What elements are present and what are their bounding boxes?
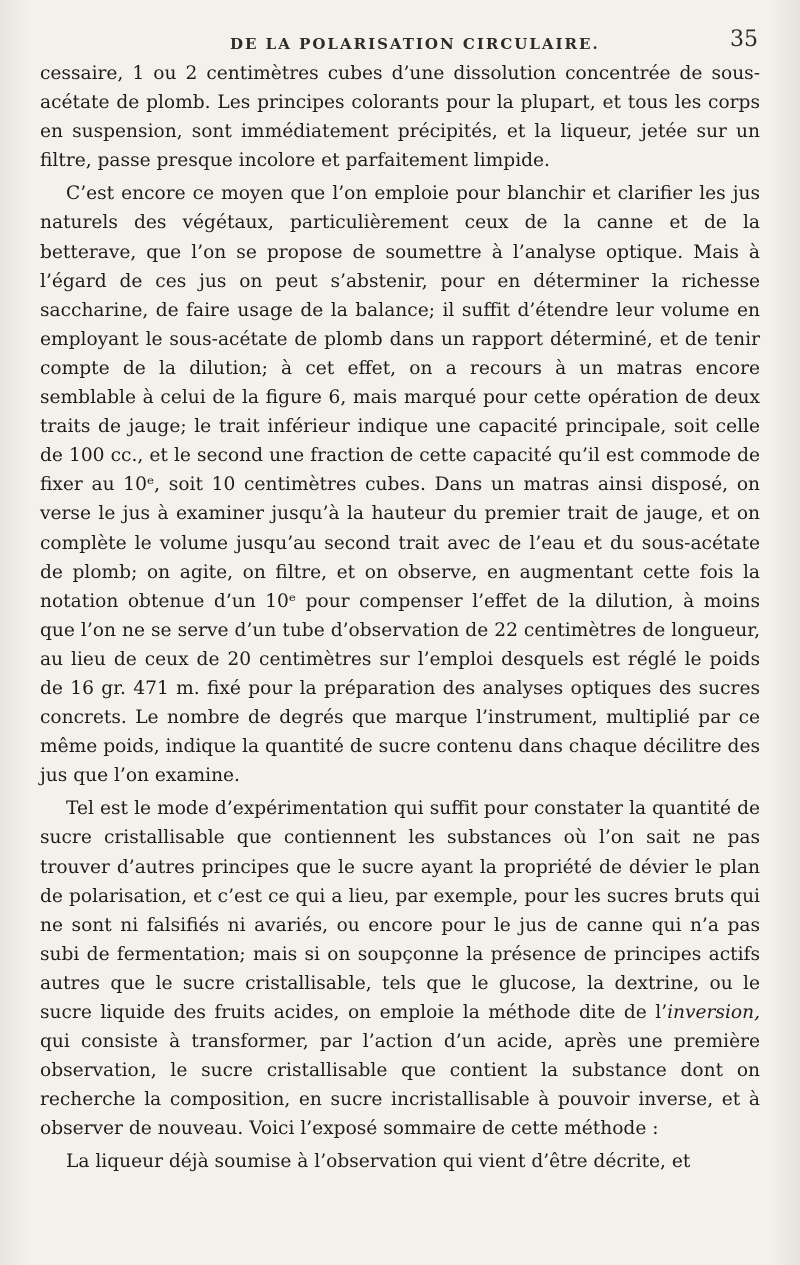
body-text [40,59,760,1177]
running-title: DE LA POLARISATION CIRCULAIRE. [230,35,600,53]
paragraph [40,1147,760,1176]
paragraph-text: cessaire, 1 ou 2 centimètres cubes d’une dissolution concentrée de sous-acétate de plomb. Les principes colorants pour la plupart, et tous les corps en suspension, sont immédiatement précipités, et la liqueur, jetée sur un filtre, passe presque incolore et parfaitement limpide. [40,63,760,172]
paragraph-text: C’est encore ce moyen que l’on emploie pour blanchir et clarifier les jus naturels des végétaux, particulièrement ceux de la canne et de la betterave, que l’on se propose de soumettre à l’analyse optique. Mais à l’égard de ces jus on peut s’abstenir, pour en déterminer la richesse saccharine, de faire usage de la balance; il suffit d’étendre leur volume en employant le sous-acétate de plomb dans un rapport déterminé, et de tenir compte de la dilution; à cet effet, on a recours à un matras encore semblable à celui de la figure 6, mais marqué pour cette opération de deux traits de jauge; le trait inférieur indique une capacité principale, soit celle de 100 cc., et le second une fraction de cette capacité qu’il est commode de fixer au 10ᵉ, soit 10 centimètres cubes. Dans un matras ainsi disposé, on verse le jus à examiner jusqu’à la hauteur du premier trait de jauge, et on complète le volume jusqu’au second trait avec de l’eau et du sous-acétate de plomb; on agite, on filtre, et on observe, en augmentant cette fois la notation obtenue d’un 10ᵉ pour compenser l’effet de la dilution, à moins que l’on ne se serve d’un tube d’observation de 22 centimètres de longueur, au lieu de ceux de 20 centimètres sur l’emploi desquels est réglé le poids de 16 gr. 471 m. fixé pour la préparation des analyses optiques des sucres concrets. Le nombre de degrés que marque l’instrument, multiplié par ce même poids, indique la quantité de sucre contenu dans chaque décilitre des jus que l’on examine. [40,183,760,787]
paragraph-text: Tel est le mode d’expérimentation qui suffit pour constater la quantité de sucre cristallisable que contiennent les substances où l’on sait ne pas trouver d’autres principes que le sucre ayant la propriété de dévier le plan de polarisation, et c’est ce qui a lieu, par exemple, pour les sucres bruts qui ne sont ni falsifiés ni avariés, ou encore pour le jus de canne qui n’a pas subi de fermentation; mais si on soupçonne la présence de principes actifs autres que le sucre cristallisable, tels que le glucose, la dextrine, ou le sucre liquide des fruits acides, on emploie la méthode dite de l’ [40,798,760,1023]
page-number: 35 [730,27,758,52]
paragraph [40,179,760,790]
paragraph-continued [40,59,760,175]
page-header [40,27,760,55]
paragraph-text: qui consiste à transformer, par l’action d’un acide, après une première observation, le sucre cristallisable que contient la substance dont on recherche la composition, en sucre incristallisable à pouvoir inverse, et à observer de nouveau. Voici l’exposé sommaire de cette méthode : [40,1031,760,1140]
emphasized-term: inversion, [667,1002,760,1023]
paragraph [40,794,760,1143]
paragraph-text: La liqueur déjà soumise à l’observation qui vient d’être décrite, et [66,1151,691,1173]
